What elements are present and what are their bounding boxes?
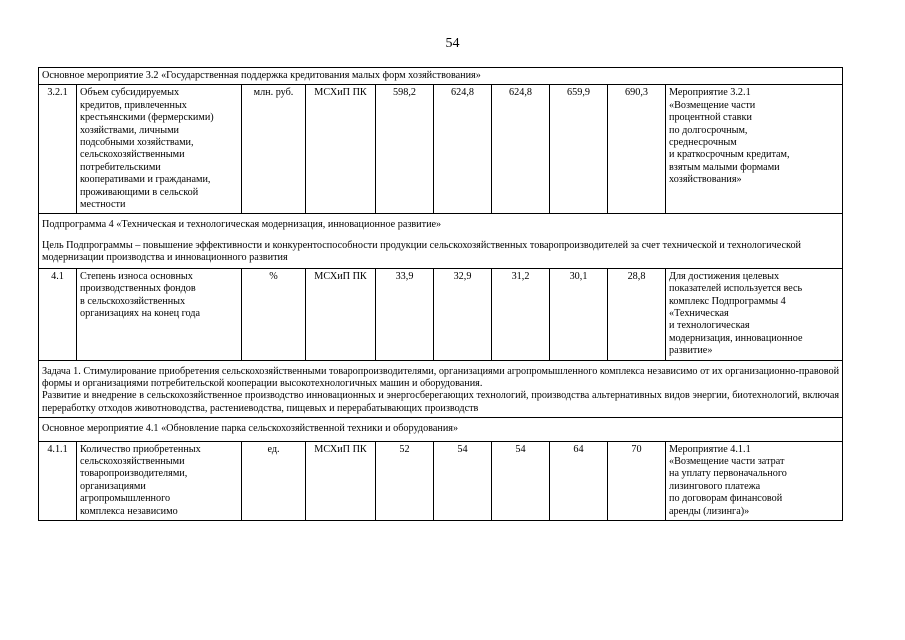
note-line: по долгосрочным, [669, 124, 748, 136]
indicator-name-line: агропромышленного [80, 493, 171, 505]
value-cell: 54 [492, 441, 550, 520]
indicator-name-line: товаропроизводителями, [80, 468, 188, 480]
note-line: Мероприятие 4.1.1 [669, 443, 751, 455]
note-line: и краткосрочным кредитам, [669, 149, 790, 161]
section-row [39, 68, 843, 85]
executor-cell: МСХиП ПК [306, 268, 376, 360]
table-row [39, 441, 843, 520]
note-line: и технологическая [669, 320, 750, 332]
indicator-name-line: организациями [80, 480, 146, 492]
note-line: лизингового платежа [669, 480, 761, 492]
row-number: 4.1 [39, 268, 77, 360]
note-line: Мероприятие 3.2.1 [669, 87, 751, 99]
section-row [39, 214, 843, 268]
indicator-name-line: сельскохозяйственными [80, 149, 185, 161]
indicator-name-line: хозяйствами, личными [80, 124, 179, 136]
indicator-name-line: кредитов, привлеченных [80, 99, 187, 111]
indicator-name [77, 441, 242, 520]
note-line: показателей используется весь [669, 283, 803, 295]
note-line: по договорам финансовой [669, 493, 783, 505]
note-line: среднесрочным [669, 137, 737, 149]
note-cell [666, 268, 843, 360]
value-cell: 624,8 [434, 85, 492, 214]
section-row [39, 418, 843, 441]
unit-cell: млн. руб. [242, 85, 306, 214]
note-line: «Возмещение части затрат [669, 455, 785, 467]
task-text: Развитие и внедрение в сельскохозяйственное производство инновационных и энергосберегающих технологий, производства альтернативных видов энергии, биотехнологий, включая переработку отходов животноводства, растениеводства, пищевых и перерабатывающих производств [42, 390, 840, 414]
row-number: 3.2.1 [39, 85, 77, 214]
indicator-name [77, 268, 242, 360]
indicator-name-line: Объем субсидируемых [80, 87, 180, 99]
indicator-name-line: местности [80, 199, 126, 211]
indicator-name-line: подсобными хозяйствами, [80, 137, 194, 149]
value-cell: 30,1 [550, 268, 608, 360]
note-line: взятым малыми формами [669, 161, 780, 173]
executor-cell: МСХиП ПК [306, 441, 376, 520]
value-cell: 64 [550, 441, 608, 520]
page-number: 54 [445, 36, 460, 51]
value-cell: 690,3 [608, 85, 666, 214]
indicator-name-line: в сельскохозяйственных [80, 295, 186, 307]
note-cell [666, 85, 843, 214]
value-cell: 31,2 [492, 268, 550, 360]
indicator-name-line: проживающими в сельской [80, 186, 199, 198]
indicator-name-line: крестьянскими (фермерскими) [80, 112, 214, 124]
indicator-name-line: Степень износа основных [80, 270, 193, 282]
unit-cell: % [242, 268, 306, 360]
unit-cell: ед. [242, 441, 306, 520]
table-row [39, 268, 843, 360]
note-line: «Техническая [669, 307, 729, 319]
indicators-table [38, 67, 843, 521]
subprogram-goal: Цель Подпрограммы – повышение эффективности и конкурентоспособности продукции сельскохозяйственных товаропроизводителей за счет технической и технологической модернизации производства и инновационного развития [42, 239, 801, 264]
row-number: 4.1.1 [39, 441, 77, 520]
main-event-heading: Основное мероприятие 4.1 «Обновление парка сельскохозяйственной техники и оборудования» [39, 418, 843, 441]
subprogram-title: Подпрограмма 4 «Техническая и технологическая модернизация, инновационное развитие» [42, 219, 442, 231]
task-text: Задача 1. Стимулирование приобретения сельскохозяйственными товаропроизводителями, организациями агропромышленного комплекса независимо от их организационно-правовой формы и организациями потребительской кооперации высокотехнологичных машин и оборудования. [42, 365, 840, 389]
note-line: процентной ставки [669, 112, 752, 124]
indicator-name [77, 85, 242, 214]
indicator-name-line: комплекса независимо [80, 505, 178, 517]
note-line: комплекс Подпрограммы 4 [669, 295, 786, 307]
note-line: модернизация, инновационное [669, 332, 803, 344]
indicator-name-line: организациях на конец года [80, 307, 201, 319]
main-event-heading: Основное мероприятие 3.2 «Государственная поддержка кредитования малых форм хозяйствования» [39, 68, 843, 85]
table-row [39, 85, 843, 214]
note-cell [666, 441, 843, 520]
section-row [39, 360, 843, 418]
value-cell: 32,9 [434, 268, 492, 360]
indicator-name-line: кооперативами и гражданами, [80, 174, 211, 186]
executor-cell: МСХиП ПК [306, 85, 376, 214]
note-line: развитие» [669, 345, 713, 357]
value-cell: 70 [608, 441, 666, 520]
indicator-name-line: Количество приобретенных [80, 443, 201, 455]
note-line: на уплату первоначального [669, 468, 787, 480]
value-cell: 54 [434, 441, 492, 520]
indicator-name-line: потребительскими [80, 161, 161, 173]
value-cell: 624,8 [492, 85, 550, 214]
indicator-name-line: сельскохозяйственными [80, 455, 185, 467]
value-cell: 659,9 [550, 85, 608, 214]
value-cell: 52 [376, 441, 434, 520]
value-cell: 28,8 [608, 268, 666, 360]
note-line: «Возмещение части [669, 99, 756, 111]
note-line: хозяйствования» [669, 174, 742, 186]
note-line: аренды (лизинга)» [669, 505, 750, 517]
note-line: Для достижения целевых [669, 270, 780, 282]
value-cell: 33,9 [376, 268, 434, 360]
indicator-name-line: производственных фондов [80, 283, 196, 295]
value-cell: 598,2 [376, 85, 434, 214]
